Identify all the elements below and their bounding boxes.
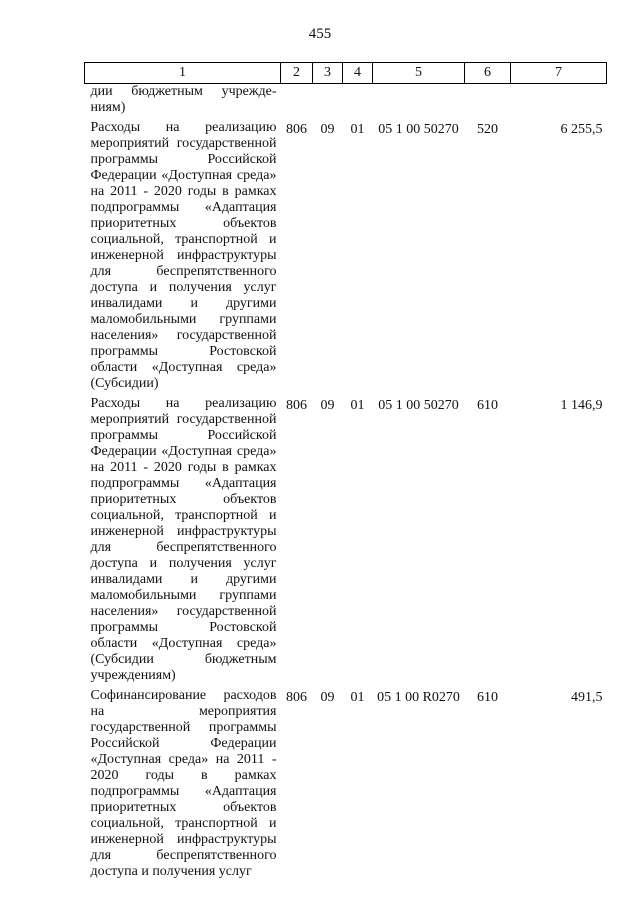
row-description: Расходы на реализацию мероприятий государственной программы Российской Федерации «Доступная среда» на 2011 - 2020 годы в рамках подпрограммы «Адаптация приоритетных объектов социальной, транспортной и инженерной инфраструктуры для беспрепятственного доступа и получения услуг инвалидами и другими маломобильными группами населения» государственной программы Ростовской области «Доступная среда» (Субсидии) bbox=[90, 120, 277, 391]
header-col-3: 3 bbox=[313, 63, 343, 84]
row-section-code: 09 bbox=[320, 398, 335, 413]
row-ministry-code: 806 bbox=[286, 690, 307, 705]
row-description: Расходы на реализацию мероприятий государственной программы Российской Федерации «Доступная среда» на 2011 - 2020 годы в рамках подпрограммы «Адаптация приоритетных объектов социальной, транспортной и инженерной инфраструктуры для беспрепятственного доступа и получения услуг инвалидами и другими маломобильными группами населения» государственной программы Ростовской области «Доступная среда» (Субсидии бюджетным учреждениям) bbox=[90, 396, 277, 683]
table-header-row bbox=[85, 63, 607, 84]
budget-table bbox=[84, 62, 607, 884]
row-amount: 491,5 bbox=[571, 690, 603, 705]
row-expense-type: 610 bbox=[477, 690, 498, 705]
row-expense-type: 520 bbox=[477, 122, 498, 137]
page-number: 455 bbox=[308, 26, 332, 42]
header-col-4: 4 bbox=[343, 63, 373, 84]
row-subsection-code: 01 bbox=[350, 398, 365, 413]
row-ministry-code: 806 bbox=[286, 122, 307, 137]
row-ministry-code bbox=[281, 84, 313, 121]
row-section-code: 09 bbox=[320, 122, 335, 137]
row-subsection-code: 01 bbox=[350, 690, 365, 705]
row-subsection-code: 01 bbox=[350, 122, 365, 137]
table-row bbox=[85, 688, 607, 884]
header-col-2: 2 bbox=[281, 63, 313, 84]
row-amount: 1 146,9 bbox=[560, 398, 603, 413]
row-section-code bbox=[313, 84, 343, 121]
row-amount bbox=[511, 84, 607, 121]
row-ministry-code: 806 bbox=[286, 398, 307, 413]
table-row bbox=[85, 84, 607, 121]
row-target-article bbox=[373, 84, 465, 121]
header-col-7: 7 bbox=[511, 63, 607, 84]
header-col-5: 5 bbox=[373, 63, 465, 84]
row-target-article: 05 1 00 50270 bbox=[378, 398, 459, 413]
row-amount: 6 255,5 bbox=[560, 122, 603, 137]
row-expense-type: 610 bbox=[477, 398, 498, 413]
row-section-code: 09 bbox=[320, 690, 335, 705]
header-col-6: 6 bbox=[465, 63, 511, 84]
row-description: Софинансирование расходов на мероприятия государственной программы Российской Федерации «Доступная среда» на 2011 - 2020 годы в рамках подпрограммы «Адаптация приоритетных объектов социальной, транспортной и инженерной инфраструктуры для беспрепятственного доступа и получения услуг bbox=[90, 688, 277, 879]
table-row bbox=[85, 396, 607, 688]
header-col-1: 1 bbox=[85, 63, 281, 84]
row-expense-type bbox=[465, 84, 511, 121]
row-target-article: 05 1 00 50270 bbox=[378, 122, 459, 137]
table-row bbox=[85, 120, 607, 396]
row-description: дии бюджетным учрежде-ниям) bbox=[90, 84, 277, 115]
row-subsection-code bbox=[343, 84, 373, 121]
row-target-article: 05 1 00 R0270 bbox=[377, 690, 460, 705]
